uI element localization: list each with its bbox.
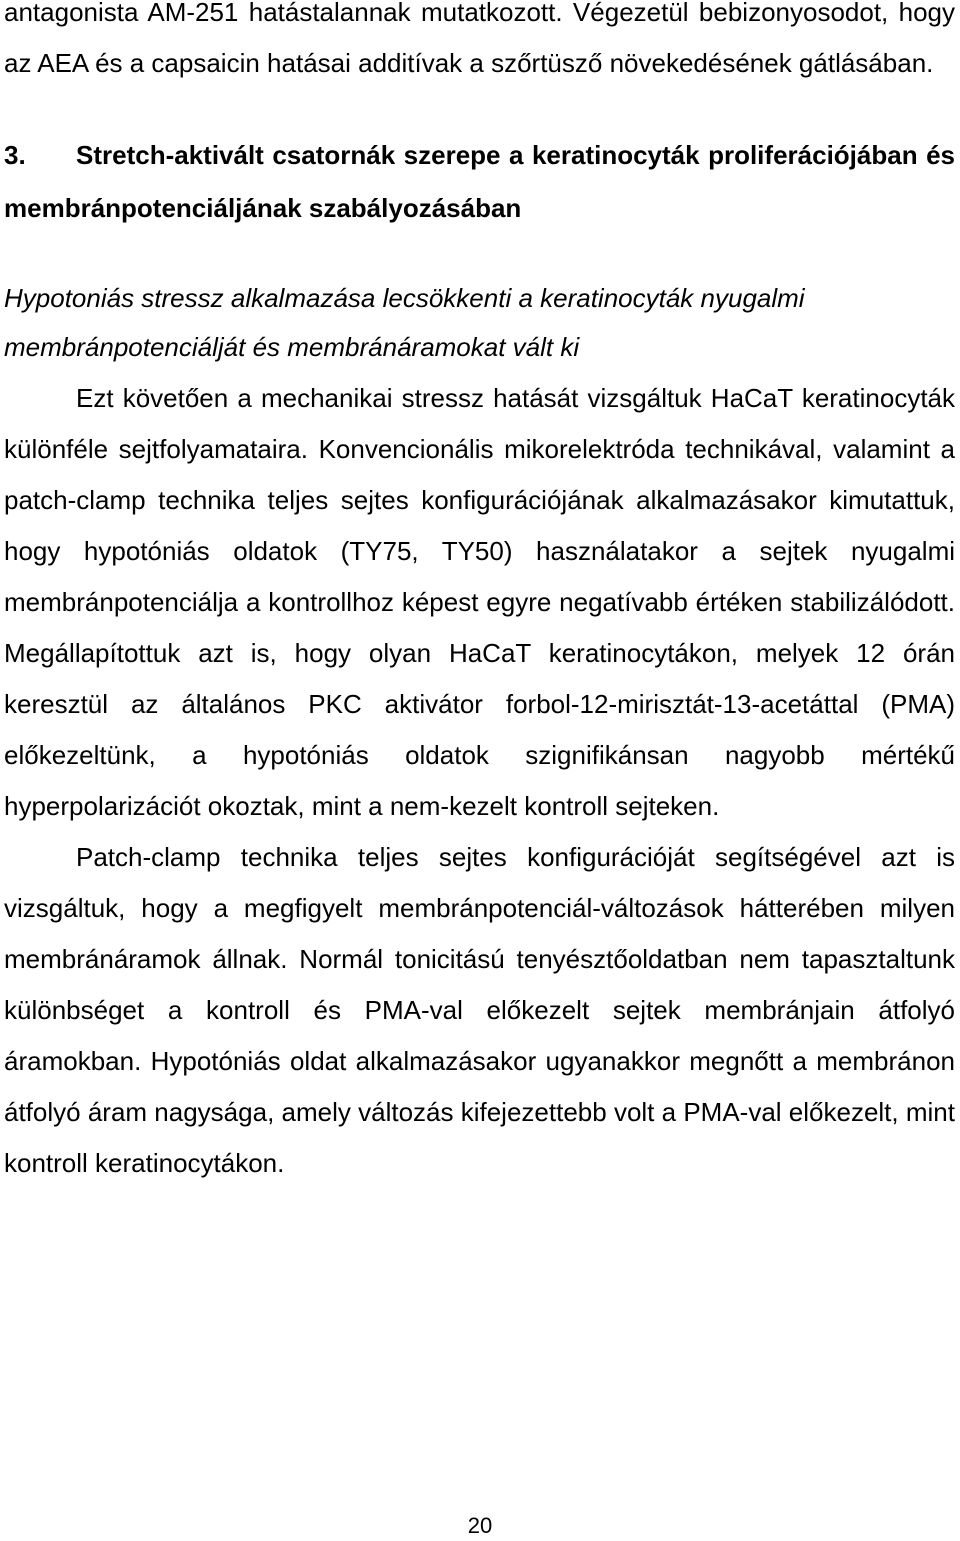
body-paragraph-2: Patch-clamp technika teljes sejtes konfigurációját segítségével azt is vizsgáltuk, hogy a megfigyelt membránpotenciál-változások hátterében milyen membránáramok állnak. Normál tonicitású tenyésztőoldatban nem tapasztaltunk különbséget a kontroll és PMA-val előkezelt sejtek membránjain átfolyó áramokban. Hypotóniás oldat alkalmazásakor ugyanakkor megnőtt a membránon átfolyó áram nagysága, amely változás kifejezettebb volt a PMA-val előkezelt, mint kontroll keratinocytákon. xyxy=(4,842,955,1178)
subheading: Hypotoniás stressz alkalmazása lecsökkenti a keratinocyták nyugalmi membránpotenciálját és membránáramokat vált ki xyxy=(4,283,805,362)
page-number: 20 xyxy=(467,1513,493,1538)
intro-paragraph: antagonista AM-251 hatástalannak mutatkozott. Végezetül bebizonyosodot, hogy az AEA és a capsaicin hatásai additívak a szőrtüsző növekedésének gátlásában. xyxy=(4,0,955,78)
section-number: 3. xyxy=(4,140,26,170)
document-page xyxy=(4,0,955,1189)
body-paragraph-1: Ezt követően a mechanikai stressz hatását vizsgáltuk HaCaT keratinocyták különféle sejtfolyamataira. Konvencionális mikorelektróda technikával, valamint a patch-clamp technika teljes sejtes konfigurációjának alkalmazásakor kimutattuk, hogy hypotóniás oldatok (TY75, TY50) használatakor a sejtek nyugalmi membránpotenciálja a kontrollhoz képest egyre negatívabb értéken stabilizálódott. Megállapítottuk azt is, hogy olyan HaCaT keratinocytákon, melyek 12 órán keresztül az általános PKC aktivátor forbol-12-mirisztát-13-acetáttal (PMA) előkezeltünk, a hypotóniás oldatok szignifikánsan nagyobb mértékű hyperpolarizációt okoztak, mint a nem-kezelt kontroll sejteken. xyxy=(4,383,955,821)
section-heading xyxy=(4,129,955,235)
section-title: Stretch-aktivált csatornák szerepe a keratinocyták proliferációjában és membránpotenciáljának szabályozásában xyxy=(4,140,955,223)
